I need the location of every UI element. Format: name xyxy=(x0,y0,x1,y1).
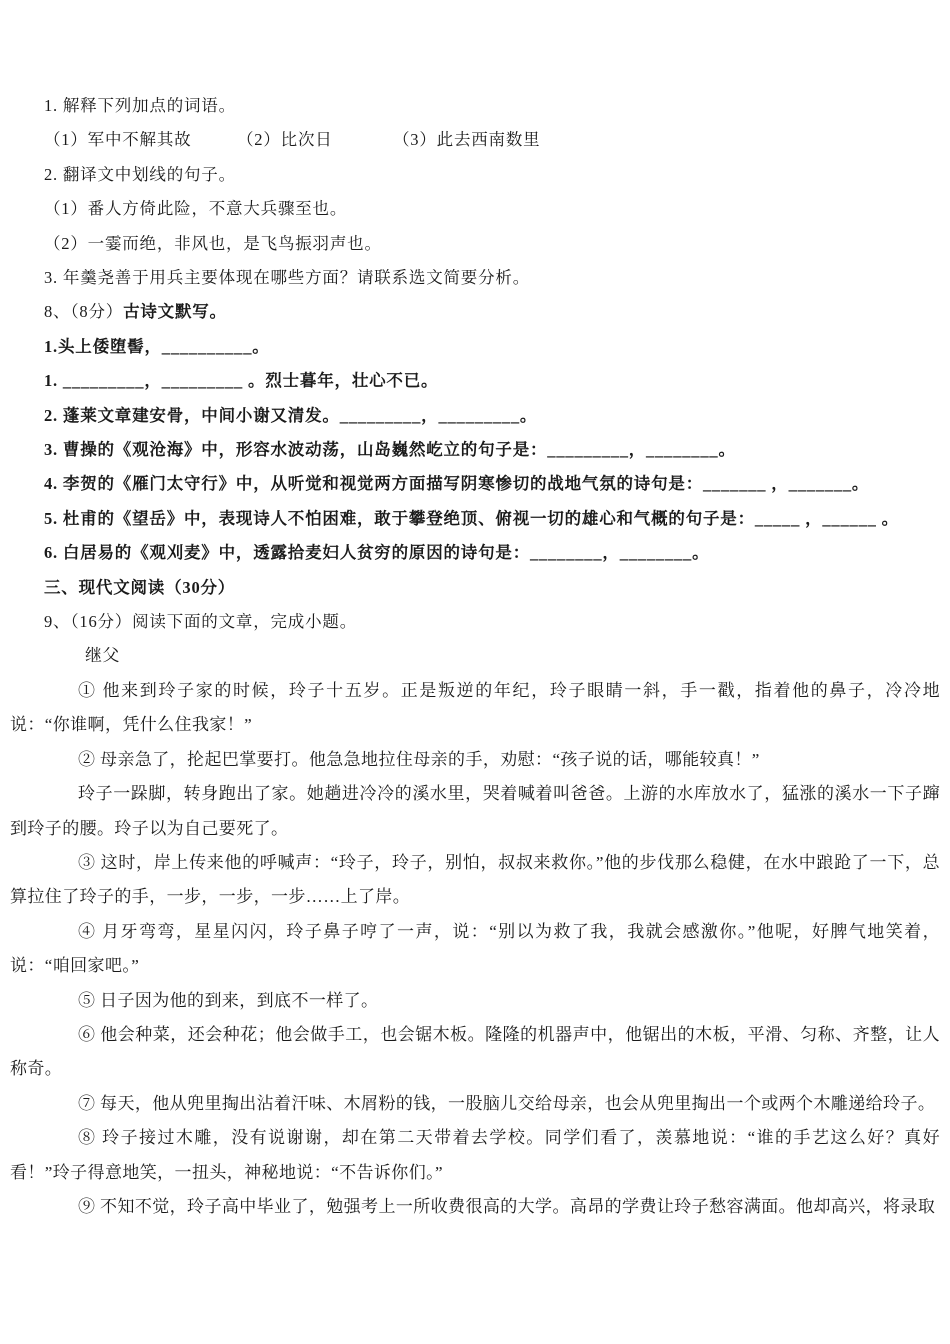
dictation-item-7: 6. 白居易的《观刈麦》中，透露拾麦妇人贫穷的原因的诗句是：________，________。 xyxy=(44,543,710,563)
essay-paragraph-6: ⑤ 日子因为他的到来，到底不一样了。 xyxy=(78,990,379,1010)
word-item-2: （2）比次日 xyxy=(237,130,333,150)
dictation-item-4: 3. 曹操的《观沧海》中，形容水波动荡，山岛巍然屹立的句子是：_________，________。 xyxy=(44,440,736,460)
essay-title: 继父 xyxy=(85,646,120,666)
dictation-item-1: 1.头上倭堕髻，__________。 xyxy=(44,336,270,356)
question-2-sentence-2: （2）一霎而绝，非风也，是飞鸟振羽声也。 xyxy=(44,233,382,253)
essay-paragraph-2: ② 母亲急了，抡起巴掌要打。他急急地拉住母亲的手，劝慰：“孩子说的话，哪能较真！” xyxy=(78,749,760,769)
essay-paragraph-10: ⑨ 不知不觉，玲子高中毕业了，勉强考上一所收费很高的大学。高昂的学费让玲子愁容满面。他却高兴，将录取 xyxy=(78,1196,936,1216)
question-9: 9、（16分）阅读下面的文章，完成小题。 xyxy=(44,612,357,632)
dictation-item-6: 5. 杜甫的《望岳》中，表现诗人不怕困难，敢于攀登绝顶、俯视一切的雄心和气概的句子是：_____ ，______ 。 xyxy=(44,508,899,528)
dictation-item-5: 4. 李贺的《雁门太守行》中，从听觉和视觉两方面描写阴寒惨切的战地气氛的诗句是：_______ ，_______。 xyxy=(44,474,870,494)
modern-reading-section-head xyxy=(44,571,912,640)
essay-paragraph-4: ③ 这时，岸上传来他的呼喊声：“玲子，玲子，别怕，叔叔来救你。”他的步伐那么稳健，在水中踉跄了一下，总算拉住了玲子的手，一步，一步，一步……上了岸。 xyxy=(10,852,940,907)
dictation-item-2: 1. _________，_________ 。烈士暮年，壮心不已。 xyxy=(44,371,439,391)
essay-jifu xyxy=(10,639,940,1224)
question-2: 2. 翻译文中划线的句子。 xyxy=(44,164,236,184)
classical-text-questions xyxy=(44,89,912,295)
question-3: 3. 年羹尧善于用兵主要体现在哪些方面？请联系选文简要分析。 xyxy=(44,268,530,288)
essay-paragraph-1: ① 他来到玲子家的时候，玲子十五岁。正是叛逆的年纪，玲子眼睛一斜，手一戳，指着他的鼻子，冷冷地说：“你谁啊，凭什么住我家！” xyxy=(10,680,940,735)
essay-paragraph-9: ⑧ 玲子接过木雕，没有说谢谢，却在第二天带着去学校。同学们看了，羡慕地说：“谁的手艺这么好？真好看！”玲子得意地笑，一扭头，神秘地说：“不告诉你们。” xyxy=(10,1128,940,1182)
essay-paragraph-7: ⑥ 他会种菜，还会种花；他会做手工，也会锯木板。隆隆的机器声中，他锯出的木板，平滑、匀称、齐整，让人称奇。 xyxy=(10,1024,940,1079)
essay-paragraph-3: 玲子一跺脚，转身跑出了家。她趟进冷冷的溪水里，哭着喊着叫爸爸。上游的水库放水了，猛涨的溪水一下子蹿到玲子的腰。玲子以为自己要死了。 xyxy=(10,784,940,838)
dictation-header xyxy=(44,295,912,329)
dictation-header-title: 古诗文默写。 xyxy=(123,302,227,322)
essay-paragraph-8: ⑦ 每天，他从兜里掏出沾着汗味、木屑粉的钱，一股脑儿交给母亲，也会从兜里掏出一个或两个木雕递给玲子。 xyxy=(78,1093,936,1113)
essay-paragraph-5: ④ 月牙弯弯，星星闪闪，玲子鼻子哼了一声，说：“别以为救了我，我就会感激你。”他呢，好脾气地笑着，说：“咱回家吧。” xyxy=(10,921,940,976)
question-2-sentence-1: （1）番人方倚此险，不意大兵骤至也。 xyxy=(44,199,348,219)
dictation-item-3: 2. 蓬莱文章建安骨，中间小谢又清发。_________，_________。 xyxy=(44,405,538,425)
dictation-header-number: 8、（8分） xyxy=(44,302,124,322)
modern-reading-header: 三、现代文阅读（30分） xyxy=(44,577,236,597)
dictation-section xyxy=(44,295,912,570)
word-item-3: （3）此去西南数里 xyxy=(393,130,541,150)
word-item-1: （1）军中不解其故 xyxy=(44,130,192,150)
question-1: 1. 解释下列加点的词语。 xyxy=(44,96,236,115)
question-1-word-items xyxy=(44,123,912,157)
